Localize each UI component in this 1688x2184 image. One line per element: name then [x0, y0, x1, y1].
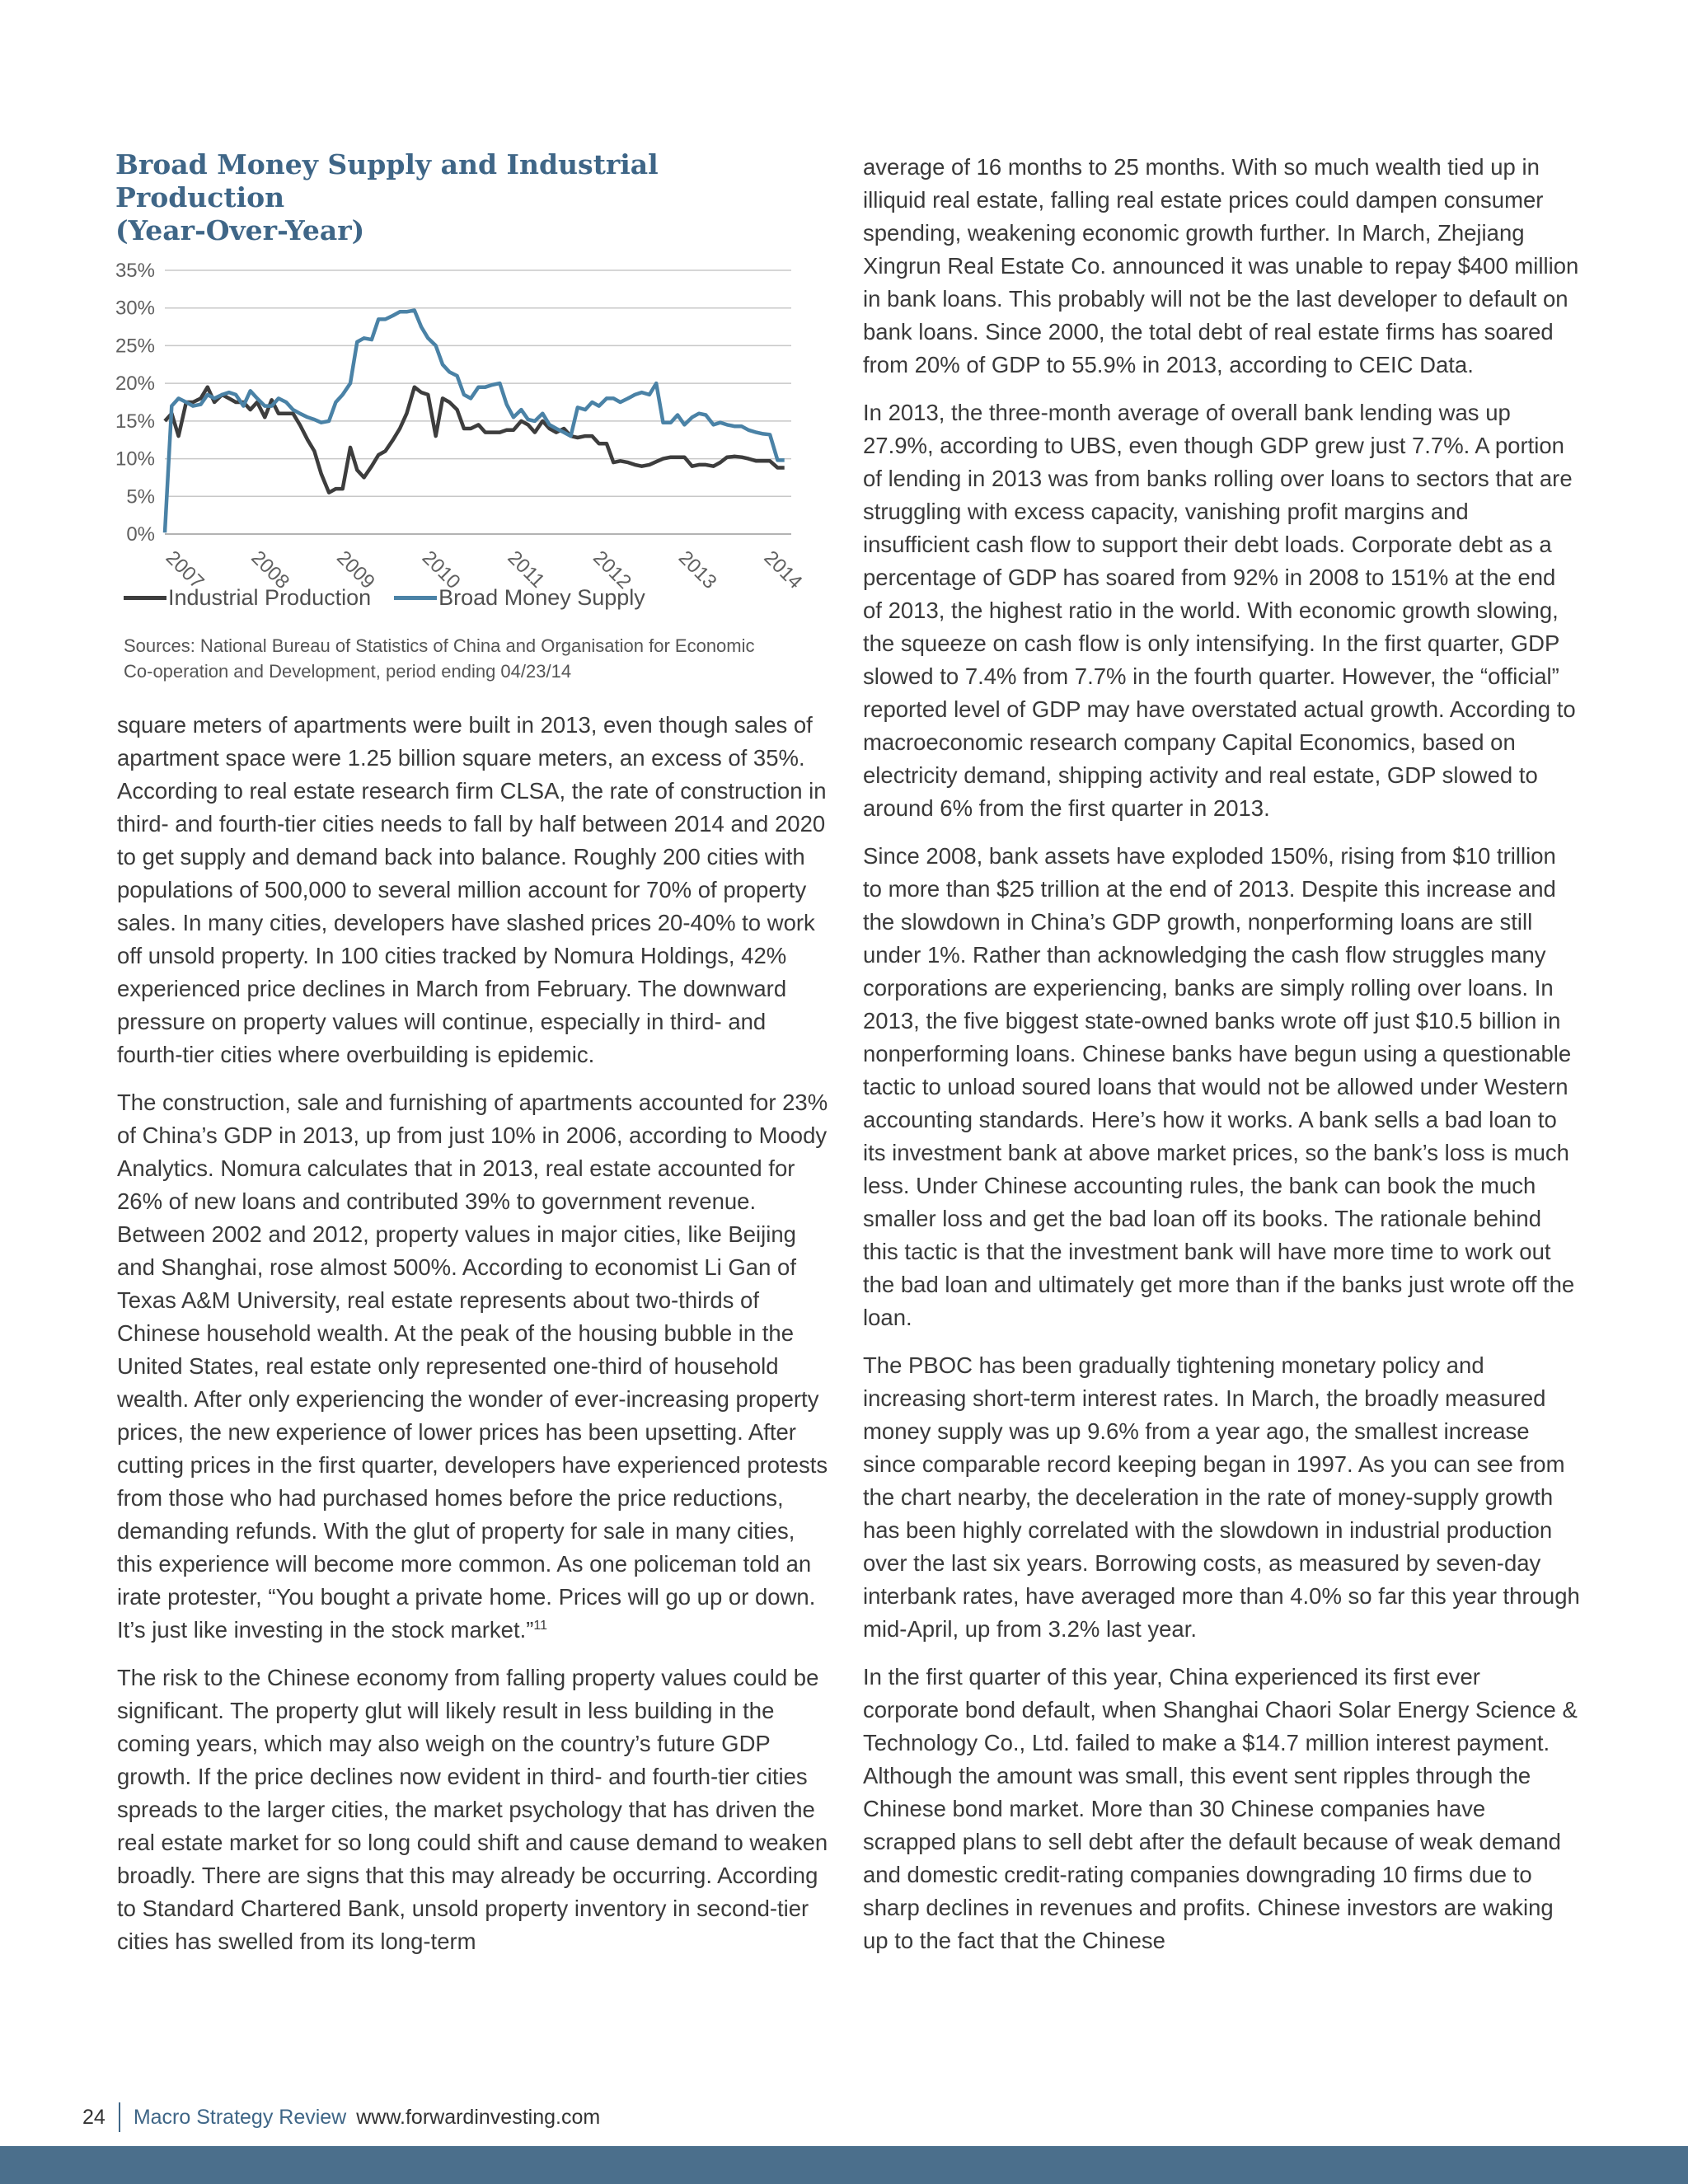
sources-line1: Sources: National Bureau of Statistics of China and Organisation for Economic — [124, 635, 755, 656]
y-axis-ticks — [115, 260, 155, 546]
chart-title-line1: Broad Money Supply and Industrial Production — [115, 148, 659, 213]
x-tick-label: 2008 — [246, 546, 294, 593]
footnote-marker: 11 — [533, 1618, 547, 1633]
publication-name: Macro Strategy Review — [133, 2105, 347, 2129]
x-tick-label: 2010 — [417, 546, 465, 593]
x-tick-label: 2013 — [673, 546, 721, 593]
y-tick-label: 35% — [115, 260, 155, 282]
chart-title-line2: (Year-Over-Year) — [115, 214, 365, 246]
left-paragraph-2 — [117, 1086, 834, 1647]
chart-legend — [124, 585, 668, 611]
series-line-industrial-production — [165, 387, 785, 493]
right-paragraph-2: In 2013, the three-month average of overall bank lending was up 27.9%, according to UBS, even though GDP grew just 7.7%. A portion of lending in 2013 was from banks rolling over loans to sectors that are struggling with excess capacity, vanishing profit margins and insufficient cash flow to support their debt loads. Corporate debt as a percentage of GDP has soared from 92% in 2008 to 151% at the end of 2013, the highest ratio in the world. With economic growth slowing, the squeeze on cash flow is only intensifying. In the first quarter, GDP slowed to 7.4% from 7.7% in the fourth quarter. However, the “official” reported level of GDP may have overstated actual growth. According to macroeconomic research company Capital Economics, based on electricity demand, shipping activity and real estate, GDP slowed to around 6% from the first quarter in 2013. — [863, 400, 1576, 821]
legend-swatch-broad-money-supply — [394, 596, 437, 600]
line-chart — [99, 221, 841, 616]
right-paragraph-1: average of 16 months to 25 months. With so much wealth tied up in illiquid real estate, falling real estate prices could dampen consumer spending, weakening economic growth further. In March, Zhejiang Xingrun Real Estate Co. announced it was unable to repay $400 million in bank loans. This probably will not be the last developer to default on bank loans. Since 2000, the total debt of real estate firms has soared from 20% of GDP to 55.9% in 2013, according to CEIC Data. — [863, 154, 1579, 377]
x-tick-label: 2012 — [588, 546, 636, 593]
right-paragraph-4: The PBOC has been gradually tightening monetary policy and increasing short-term interest rates. In March, the broadly measured money supply was up 9.6% from a year ago, the smallest increase since comparable record keeping began in 1997. As you can see from the chart nearby, the deceleration in the rate of money-supply growth has been highly correlated with the slowdown in industrial production over the last six years. Borrowing costs, as measured by seven-day interbank rates, have averaged more than 4.0% so far this year through mid-April, up from 3.2% last year. — [863, 1352, 1580, 1642]
footer-url[interactable]: www.forwardinvesting.com — [356, 2105, 601, 2129]
chart-sources — [124, 633, 832, 684]
right-paragraph-3: Since 2008, bank assets have exploded 150%, rising from $10 trillion to more than $25 trillion at the end of 2013. Despite this increase and the slowdown in China’s GDP growth, nonperforming loans are still under 1%. Rather than acknowledging the cash flow struggles many corporations are experiencing, banks are simply rolling over loans. In 2013, the five biggest state-owned banks wrote off just $10.5 billion in nonperforming loans. Chinese banks have begun using a questionable tactic to unload soured loans that would not be allowed under Western accounting standards. Here’s how it works. A bank sells a bad loan to its investment bank at above market prices, so the bank’s loss is much less. Under Chinese accounting rules, the bank can book the much smaller loss and get the bad loan off its books. The rationale behind this tactic is that the investment bank will have more time to work out the bad loan and ultimately get more than if the banks just wrote off the loan. — [863, 843, 1575, 1330]
right-column — [863, 151, 1580, 1972]
legend-label-broad-money-supply: Broad Money Supply — [438, 585, 645, 610]
left-column — [117, 709, 834, 1973]
y-tick-label: 20% — [115, 373, 155, 396]
x-tick-label: 2011 — [503, 546, 550, 593]
left-paragraph-2-text: The construction, sale and furnishing of apartments accounted for 23% of China’s GDP in 2013, up from just 10% in 2006, according to Moody Analytics. Nomura calculates that in 2013, real estate accounted for 26% of new loans and contributed 39% to government revenue. Between 2002 and 2012, property values in major cities, like Beijing and Shanghai, rose almost 500%. According to economist Li Gan of Texas A&M University, real estate represents about two-thirds of Chinese household wealth. At the peak of the housing bubble in the United States, real estate only represented one-third of household wealth. After only experiencing the wonder of ever-increasing property prices, the new experience of lower prices has been upsetting. After cutting prices in the first quarter, developers have experienced protests from those who had purchased homes before the price reductions, demanding refunds. With the glut of property for sale in many cities, this experience will become more common. As one policeman told an irate protester, “You bought a private home. Prices will go up or down. It’s just like investing in the stock market.” — [117, 1090, 828, 1643]
right-paragraph-5: In the first quarter of this year, China experienced its first ever corporate bond default, when Shanghai Chaori Solar Energy Science & Technology Co., Ltd. failed to make a $14.7 million interest payment. Although the amount was small, this event sent ripples through the Chinese bond market. More than 30 Chinese companies have scrapped plans to sell debt after the default because of weak demand and domestic credit-rating companies downgrading 10 firms due to sharp declines in revenues and profits. Chinese investors are waking up to the fact that the Chinese — [863, 1664, 1578, 1953]
legend-swatch-industrial-production — [124, 596, 166, 600]
footer-divider — [119, 2102, 120, 2132]
y-tick-label: 5% — [126, 485, 155, 509]
legend-item-broad-money-supply — [394, 585, 645, 611]
sources-line2: Co-operation and Development, period ending 04/23/14 — [124, 661, 572, 682]
y-tick-label: 30% — [115, 297, 155, 320]
page-footer — [82, 2102, 600, 2132]
left-paragraph-1: square meters of apartments were built in 2013, even though sales of apartment space were 1.25 billion square meters, an excess of 35%. According to real estate research firm CLSA, the rate of construction in third- and fourth-tier cities needs to fall by half between 2014 and 2020 to get supply and demand back into balance. Roughly 200 cities with populations of 500,000 to several million account for 70% of property sales. In many cities, developers have slashed prices 20-40% to work off unsold property. In 100 cities tracked by Nomura Holdings, 42% experienced price declines in March from February. The downward pressure on property values will continue, especially in third- and fourth-tier cities where overbuilding is epidemic. — [117, 712, 827, 1067]
page-number: 24 — [82, 2105, 106, 2129]
y-tick-label: 25% — [115, 335, 155, 358]
footer-bar — [0, 2146, 1688, 2184]
y-tick-label: 15% — [115, 410, 155, 433]
x-tick-label: 2007 — [161, 546, 209, 593]
y-tick-label: 10% — [115, 448, 155, 471]
chart-block — [115, 148, 832, 682]
legend-label-industrial-production: Industrial Production — [168, 585, 372, 610]
x-tick-label: 2009 — [332, 546, 379, 593]
x-tick-label: 2014 — [759, 546, 807, 593]
y-tick-label: 0% — [126, 523, 155, 546]
legend-item-industrial-production — [124, 585, 371, 611]
left-paragraph-3: The risk to the Chinese economy from falling property values could be significant. The property glut will likely result in less building in the coming years, which may also weigh on the country’s future GDP growth. If the price declines now evident in third- and fourth-tier cities spreads to the larger cities, the market psychology that has driven the real estate market for so long could shift and cause demand to weaken broadly. There are signs that this may already be occurring. According to Standard Chartered Bank, unsold property inventory in second-tier cities has swelled from its long-term — [117, 1665, 828, 1954]
